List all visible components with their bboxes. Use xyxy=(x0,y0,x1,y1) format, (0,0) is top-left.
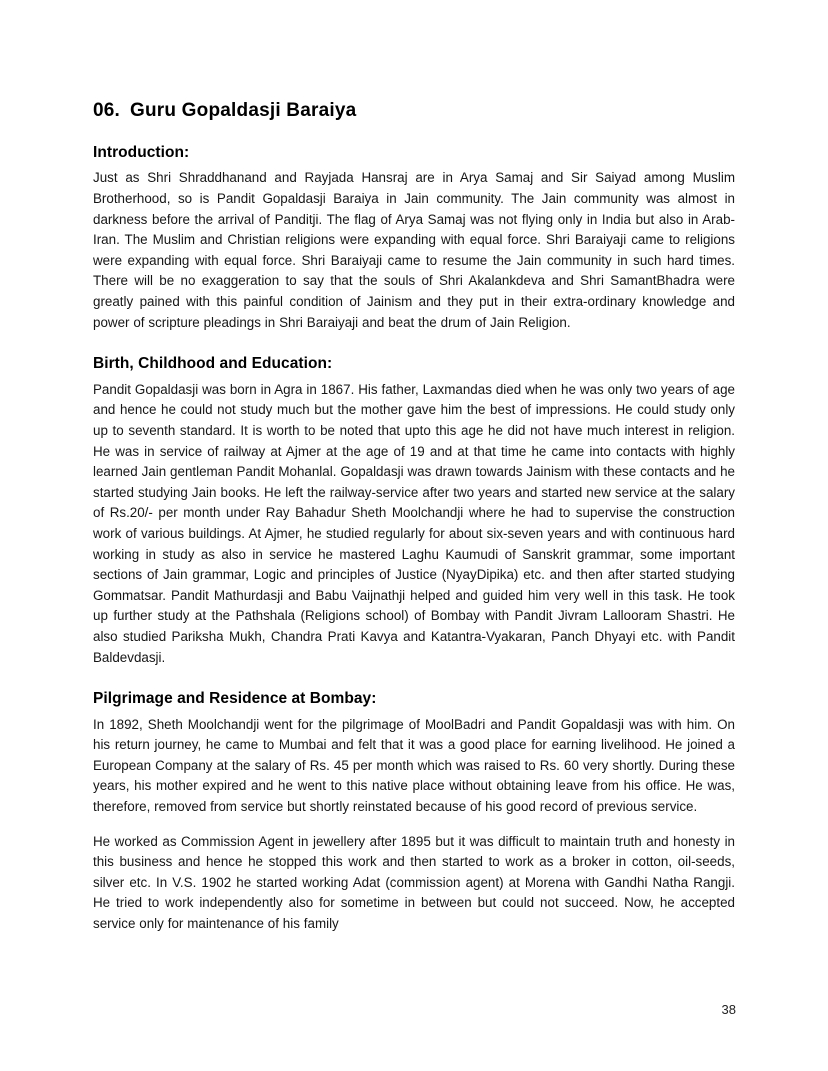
paragraph-pilgrimage-1: In 1892, Sheth Moolchandji went for the pilgrimage of MoolBadri and Pandit Gopaldasji was with him. On his return journey, he came to Mumbai and felt that it was a good place for earning livelihood. He joined a European Company at the salary of Rs. 45 per month which was raised to Rs. 60 very shortly. During these years, his mother expired and he went to this native place without obtaining leave from his office. He was, therefore, removed from service but shortly reinstated because of his good record of previous service. xyxy=(93,716,735,815)
section-heading-birth-childhood-education: Birth, Childhood and Education: xyxy=(93,355,333,373)
paragraph-introduction-1: Just as Shri Shraddhanand and Rayjada Hansraj are in Arya Samaj and Sir Saiyad among Muslim Brotherhood, so is Pandit Gopaldasji Baraiya in Jain community. The Jain community was almost in darkness before the arrival of Panditji. The flag of Arya Samaj was not flying only in India but also in Arab-Iran. The Muslim and Christian religions were expanding with equal force. Shri Baraiyaji came to religions were expanding with equal force. Shri Baraiyaji came to resume the Jain community in such hard times. There will be no exaggeration to say that the souls of Shri Akalankdeva and Shri SamantBhadra were greatly pained with this painful condition of Jainism and they put in their extra-ordinary knowledge and power of scripture pleadings in Shri Baraiyaji and beat the drum of Jain Religion. xyxy=(93,170,735,330)
page-title xyxy=(93,100,735,122)
section-pilgrimage-residence-bombay xyxy=(93,690,735,935)
page-number: 38 xyxy=(721,1002,736,1017)
section-heading-pilgrimage-residence-bombay: Pilgrimage and Residence at Bombay: xyxy=(93,690,377,708)
paragraph-birth-1: Pandit Gopaldasji was born in Agra in 1867. His father, Laxmandas died when he was only two years of age and hence he could not study much but the mother gave him the best of impressions. He could study only up to seventh standard. It is worth to be noted that upto this age he did not have much interest in religion. He was in service of railway at Ajmer at the age of 19 and at that time he came into contacts with highly learned Jain gentleman Pandit Mohanlal. Gopaldasji was drawn towards Jainism with these contacts and he started studying Jain books. He left the railway-service after two years and started new service at the salary of Rs.20/- per month under Ray Bahadur Sheth Moolchandji where he had to supervise the construction work of various buildings. At Ajmer, he studied regularly for about six-seven years and with continuous hard working in study as also in service he mastered Laghu Kaumudi of Sanskrit grammar, some important sections of Jain grammar, Logic and principles of Justice (NyayDipika) etc. and then after started studying Gommatsar. Pandit Mathurdasji and Babu Vaijnathji helped and guided him very well in this task. He took up further study at the Pathshala (Religions school) of Bombay with Pandit Jivram Lallooram Shastri. He also studied Pariksha Mukh, Chandra Prati Kavya and Katantra-Vyakaran, Panch Dhyayi etc. with Pandit Baldevdasji. xyxy=(93,381,735,665)
paragraph-pilgrimage-2: He worked as Commission Agent in jewellery after 1895 but it was difficult to maintain truth and honesty in this business and hence he stopped this work and then started to work as a broker in cotton, oil-seeds, silver etc. In V.S. 1902 he started working Adat (commission agent) at Morena with Gandhi Natha Rangji. He tried to work independently also for sometime in between but could not succeed. Now, he accepted service only for maintenance of his family xyxy=(93,833,735,932)
document-content xyxy=(93,100,735,935)
section-heading-introduction: Introduction: xyxy=(93,143,190,161)
section-introduction xyxy=(93,144,735,333)
section-birth-childhood-education xyxy=(93,355,735,668)
page-title-text: Guru Gopaldasji Baraiya xyxy=(130,100,357,121)
page-title-number: 06. xyxy=(93,100,121,121)
